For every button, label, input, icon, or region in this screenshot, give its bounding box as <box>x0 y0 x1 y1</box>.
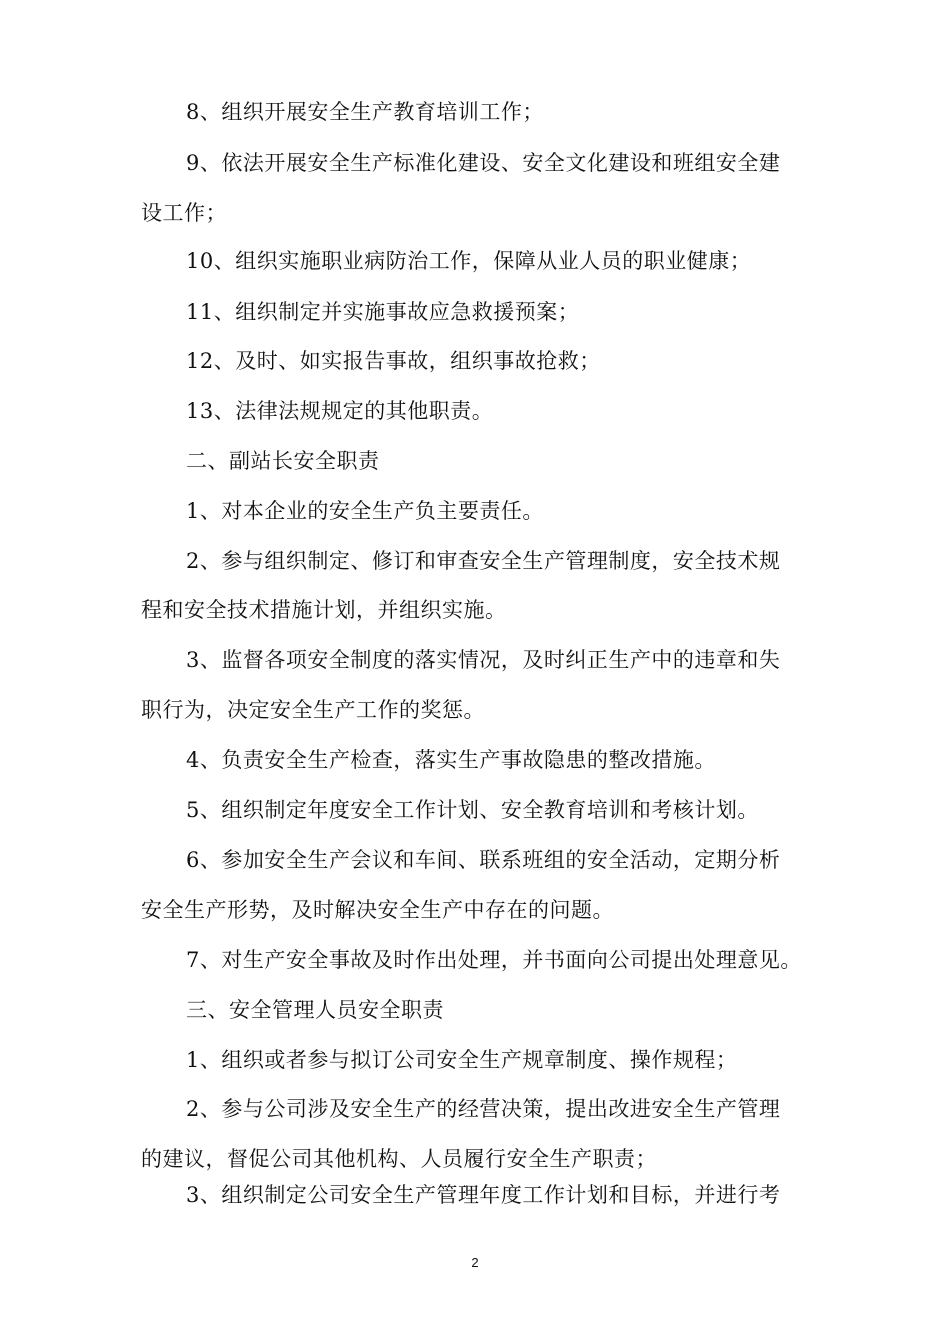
text-line: 2、参与公司涉及安全生产的经营决策，提出改进安全生产管理 <box>186 1097 781 1121</box>
text-line: 安全生产形势，及时解决安全生产中存在的问题。 <box>141 898 614 922</box>
text-line: 6、参加安全生产会议和车间、联系班组的安全活动，定期分析 <box>186 848 781 872</box>
text-line: 职行为，决定安全生产工作的奖惩。 <box>141 698 485 722</box>
text-line: 程和安全技术措施计划，并组织实施。 <box>141 598 507 622</box>
text-line: 1、对本企业的安全生产负主要责任。 <box>186 499 544 523</box>
text-line: 5、组织制定年度安全工作计划、安全教育培训和考核计划。 <box>186 798 759 822</box>
text-line: 12、及时、如实报告事故，组织事故抢救； <box>186 349 601 373</box>
text-line: 10、组织实施职业病防治工作，保障从业人员的职业健康； <box>186 249 752 273</box>
text-line: 11、组织制定并实施事故应急救援预案； <box>186 300 580 324</box>
text-line: 13、法律法规规定的其他职责。 <box>186 399 494 423</box>
text-line: 1、组织或者参与拟订公司安全生产规章制度、操作规程； <box>186 1048 738 1072</box>
text-line: 4、负责安全生产检查，落实生产事故隐患的整改措施。 <box>186 748 716 772</box>
text-line: 设工作； <box>141 201 227 225</box>
text-line: 的建议，督促公司其他机构、人员履行安全生产职责； <box>141 1147 657 1171</box>
text-line: 2、参与组织制定、修订和审查安全生产管理制度，安全技术规 <box>186 549 781 573</box>
text-line: 7、对生产安全事故及时作出处理，并书面向公司提出处理意见。 <box>186 948 802 972</box>
text-line: 3、组织制定公司安全生产管理年度工作计划和目标，并进行考 <box>186 1183 781 1207</box>
section-heading: 二、副站长安全职责 <box>186 449 380 473</box>
text-line: 8、组织开展安全生产教育培训工作； <box>186 100 544 124</box>
page-number: 2 <box>471 1255 479 1270</box>
section-heading: 三、安全管理人员安全职责 <box>186 998 444 1022</box>
text-line: 3、监督各项安全制度的落实情况，及时纠正生产中的违章和失 <box>186 648 781 672</box>
text-line: 9、依法开展安全生产标准化建设、安全文化建设和班组安全建 <box>186 151 781 175</box>
